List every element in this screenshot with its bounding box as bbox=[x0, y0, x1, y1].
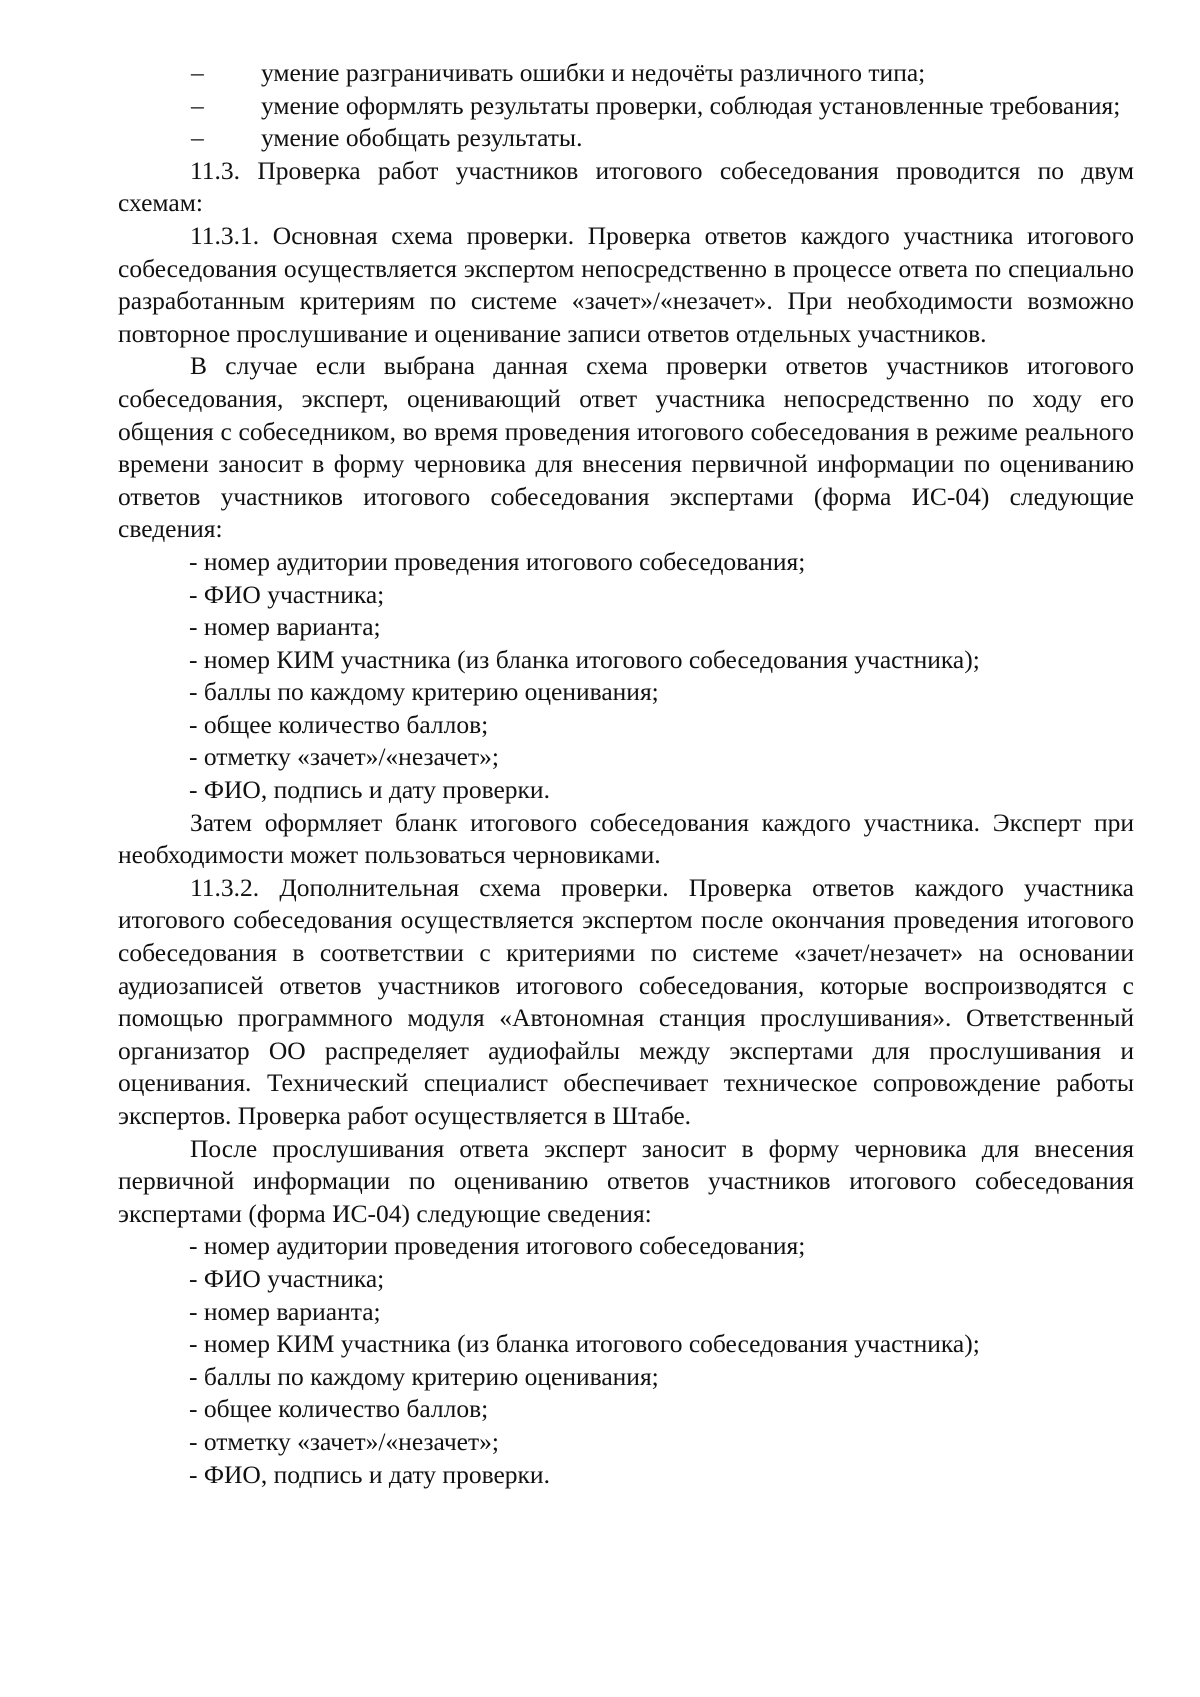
list-item: - номер варианта; bbox=[189, 1296, 381, 1326]
dash-marker: – bbox=[191, 58, 204, 87]
list-item: - номер КИМ участника (из бланка итогового собеседования участника); bbox=[189, 1329, 980, 1359]
list-item: - баллы по каждому критерию оценивания; bbox=[189, 677, 659, 707]
info-list-additional-scheme bbox=[118, 1230, 1134, 1491]
paragraph-11-3-1: 11.3.1. Основная схема проверки. Проверка ответов каждого участника итогового собеседования осуществляется экспертом непосредственно в процессе ответа по специально разработанным критериям по системе «зачет»/«незачет». При необходимости возможно повторное прослушивание и оценивание записи ответов отдельных участников. bbox=[118, 220, 1134, 348]
paragraph-after-listening: После прослушивания ответа эксперт заносит в форму черновика для внесения первичной информации по оцениванию ответов участников итогового собеседования экспертами (форма ИС-04) следующие сведения: bbox=[118, 1133, 1134, 1228]
dash-item-distinguish-errors bbox=[118, 57, 1134, 90]
list-item: - общее количество баллов; bbox=[189, 709, 489, 739]
list-item: - ФИО, подпись и дату проверки. bbox=[189, 775, 550, 805]
list-item: - ФИО участника; bbox=[189, 1263, 385, 1293]
document-page bbox=[118, 57, 1134, 1491]
list-item: - номер варианта; bbox=[189, 612, 381, 642]
dash-item-format-results bbox=[118, 90, 1134, 123]
paragraph-main-scheme-case: В случае если выбрана данная схема проверки ответов участников итогового собеседования, эксперт, оценивающий ответ участника непосредственно по ходу его общения с собеседником, во время проведения итогового собеседования в режиме реального времени заносит в форму черновика для внесения первичной информации по оцениванию ответов участников итогового собеседования экспертами (форма ИС-04) следующие сведения: bbox=[118, 351, 1134, 544]
list-item: - номер аудитории проведения итогового собеседования; bbox=[189, 546, 806, 576]
dash-marker: – bbox=[191, 123, 204, 153]
list-item: - номер аудитории проведения итогового собеседования; bbox=[189, 1231, 806, 1261]
list-item: - ФИО, подпись и дату проверки. bbox=[189, 1459, 550, 1489]
dash-marker: – bbox=[191, 90, 204, 120]
dash-item-generalize-results bbox=[118, 122, 1134, 155]
list-item: - отметку «зачет»/«незачет»; bbox=[189, 742, 499, 772]
dash-item-text: умение обобщать результаты. bbox=[261, 123, 583, 153]
paragraph-then-form: Затем оформляет бланк итогового собеседования каждого участника. Эксперт при необходимости может пользоваться черновиками. bbox=[118, 807, 1134, 870]
list-item: - номер КИМ участника (из бланка итогового собеседования участника); bbox=[189, 644, 980, 674]
dash-item-text: умение оформлять результаты проверки, соблюдая установленные требования; bbox=[261, 90, 1121, 120]
paragraph-11-3-2: 11.3.2. Дополнительная схема проверки. Проверка ответов каждого участника итогового собеседования осуществляется экспертом после окончания проведения итогового собеседования в соответствии с критериями по системе «зачет/незачет» на основании аудиозаписей ответов участников итогового собеседования, которые воспроизводятся с помощью программного модуля «Автономная станция прослушивания». Ответственный организатор ОО распределяет аудиофайлы между экспертами для прослушивания и оценивания. Технический специалист обеспечивает техническое сопровождение работы экспертов. Проверка работ осуществляется в Штабе. bbox=[118, 872, 1134, 1130]
paragraph-11-3: 11.3. Проверка работ участников итогового собеседования проводится по двум схемам: bbox=[118, 155, 1134, 218]
list-item: - ФИО участника; bbox=[189, 579, 385, 609]
dash-item-text: умение разграничивать ошибки и недочёты различного типа; bbox=[261, 58, 926, 87]
list-item: - общее количество баллов; bbox=[189, 1394, 489, 1424]
list-item: - баллы по каждому критерию оценивания; bbox=[189, 1361, 659, 1391]
info-list-main-scheme bbox=[118, 546, 1134, 807]
list-item: - отметку «зачет»/«незачет»; bbox=[189, 1426, 499, 1456]
